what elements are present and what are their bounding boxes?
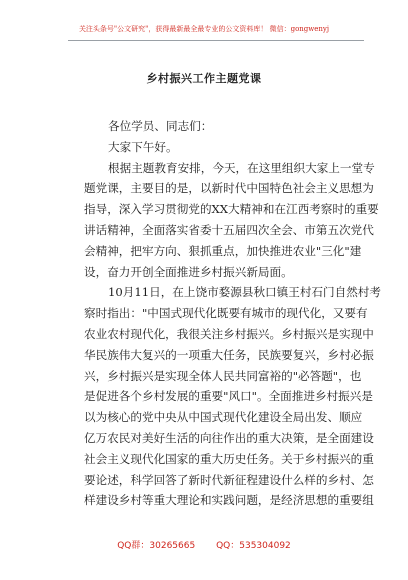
- body-line: 要论述，科学回答了新时代新征程建设什么样的乡村、怎: [84, 472, 374, 487]
- document-body: [84, 116, 381, 511]
- body-line: 样建设乡村等重大理论和实践问题，是经济思想的重要组: [84, 493, 374, 508]
- footer-qq: QQ：535304092: [216, 541, 291, 551]
- footer-contact: [0, 538, 408, 551]
- body-line: 农业农村现代化，我很关注乡村振兴。乡村振兴是实现中: [84, 326, 374, 341]
- body-line: 根据主题教育安排，今天，在这里组织大家上一堂专: [108, 160, 375, 175]
- body-line: 察时指出："中国式现代化既要有城市的现代化，又要有: [84, 306, 368, 321]
- top-banner: 关注头条号"公文研究"，获得最新最全最专业的公文资料库！ 微信：gongwenyj: [78, 25, 330, 33]
- body-line: 兴，乡村振兴是实现全体人民共同富裕的"必答题"，也: [84, 368, 362, 383]
- body-line: 设，奋力开创全面推进乡村振兴新局面。: [84, 264, 293, 279]
- body-line: 讲话精神，全面落实省委十五届四次全会、市第五次党代: [84, 222, 374, 237]
- body-line: 华民族伟大复兴的一项重大任务，民族要复兴，乡村必振: [84, 347, 374, 362]
- body-line: 以为核心的党中央从中国式现代化建设全局出发、顺应: [84, 410, 363, 425]
- document-title: 乡村振兴工作主题党课: [146, 72, 262, 85]
- footer-qq-group: QQ群：30265665: [117, 541, 196, 551]
- body-line: 会精神，把牢方向、狠抓重点，加快推进农业"三化"建: [84, 243, 362, 258]
- body-line: 社会主义现代化国家的重大历史任务。关于乡村振兴的重: [84, 451, 374, 466]
- greeting-line: 大家下午好。: [108, 139, 178, 154]
- body-line: 是促进各个乡村发展的重要"风口"。全面推进乡村振兴是: [84, 389, 373, 404]
- body-line: 亿万农民对美好生活的向往作出的重大决策，是全面建设: [84, 430, 374, 445]
- body-line: 10月11日，在上饶市婺源县秋口镇王村石门自然村考: [108, 285, 381, 300]
- body-line: 指导，深入学习贯彻党的XX大精神和在江西考察时的重要: [84, 202, 379, 217]
- header-divider: [68, 40, 364, 41]
- body-line: 题党课，主要目的是，以新时代中国特色社会主义思想为: [84, 181, 374, 196]
- salutation-line: 各位学员、同志们：: [108, 119, 213, 133]
